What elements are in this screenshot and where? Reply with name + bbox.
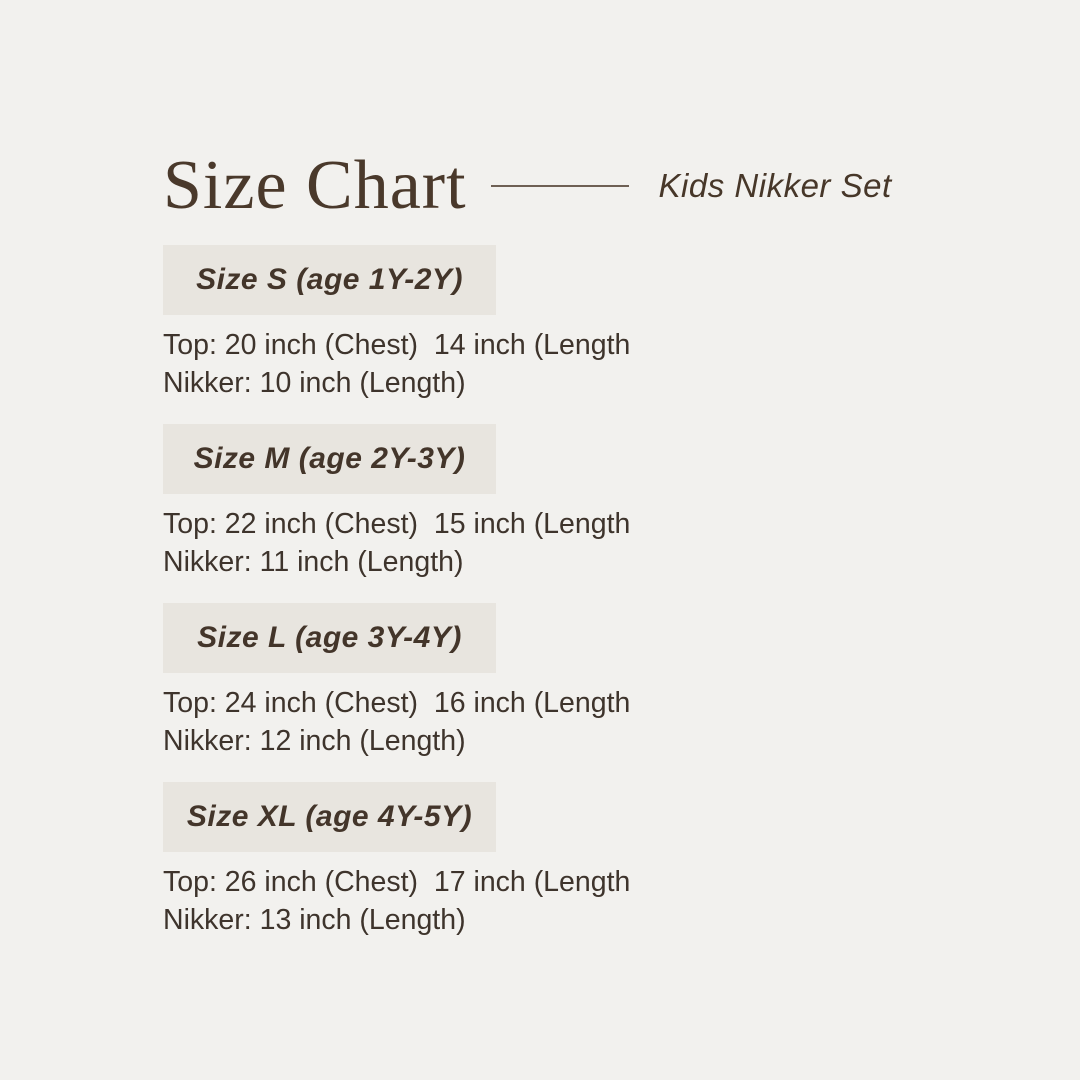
nikker-measurement: Nikker: 11 inch (Length) [163, 546, 464, 578]
top-measurement: Top: 24 inch (Chest) 16 inch (Length [163, 687, 631, 719]
size-sections [163, 245, 983, 939]
nikker-measurement: Nikker: 10 inch (Length) [163, 367, 466, 399]
size-label: Size M (age 2Y-3Y) [193, 442, 466, 475]
size-label: Size L (age 3Y-4Y) [197, 621, 462, 654]
page-title: Size Chart [163, 147, 467, 224]
top-measurement: Top: 26 inch (Chest) 17 inch (Length [163, 866, 631, 898]
title-divider-line [491, 185, 629, 187]
top-measurement: Top: 22 inch (Chest) 15 inch (Length [163, 508, 631, 540]
size-section-xl [163, 782, 983, 939]
top-measurement: Top: 20 inch (Chest) 14 inch (Length [163, 329, 631, 361]
size-label-badge [163, 782, 496, 852]
product-name: Kids Nikker Set [658, 167, 892, 204]
size-label-badge [163, 245, 496, 315]
size-label-badge [163, 603, 496, 673]
nikker-measurement: Nikker: 12 inch (Length) [163, 725, 466, 757]
nikker-measurement: Nikker: 13 inch (Length) [163, 904, 466, 936]
size-label: Size S (age 1Y-2Y) [196, 263, 463, 296]
header [163, 147, 983, 224]
size-section-m [163, 424, 983, 581]
size-label-badge [163, 424, 496, 494]
size-section-s [163, 245, 983, 402]
size-label: Size XL (age 4Y-5Y) [186, 800, 473, 833]
size-chart-content [163, 147, 983, 961]
size-section-l [163, 603, 983, 760]
